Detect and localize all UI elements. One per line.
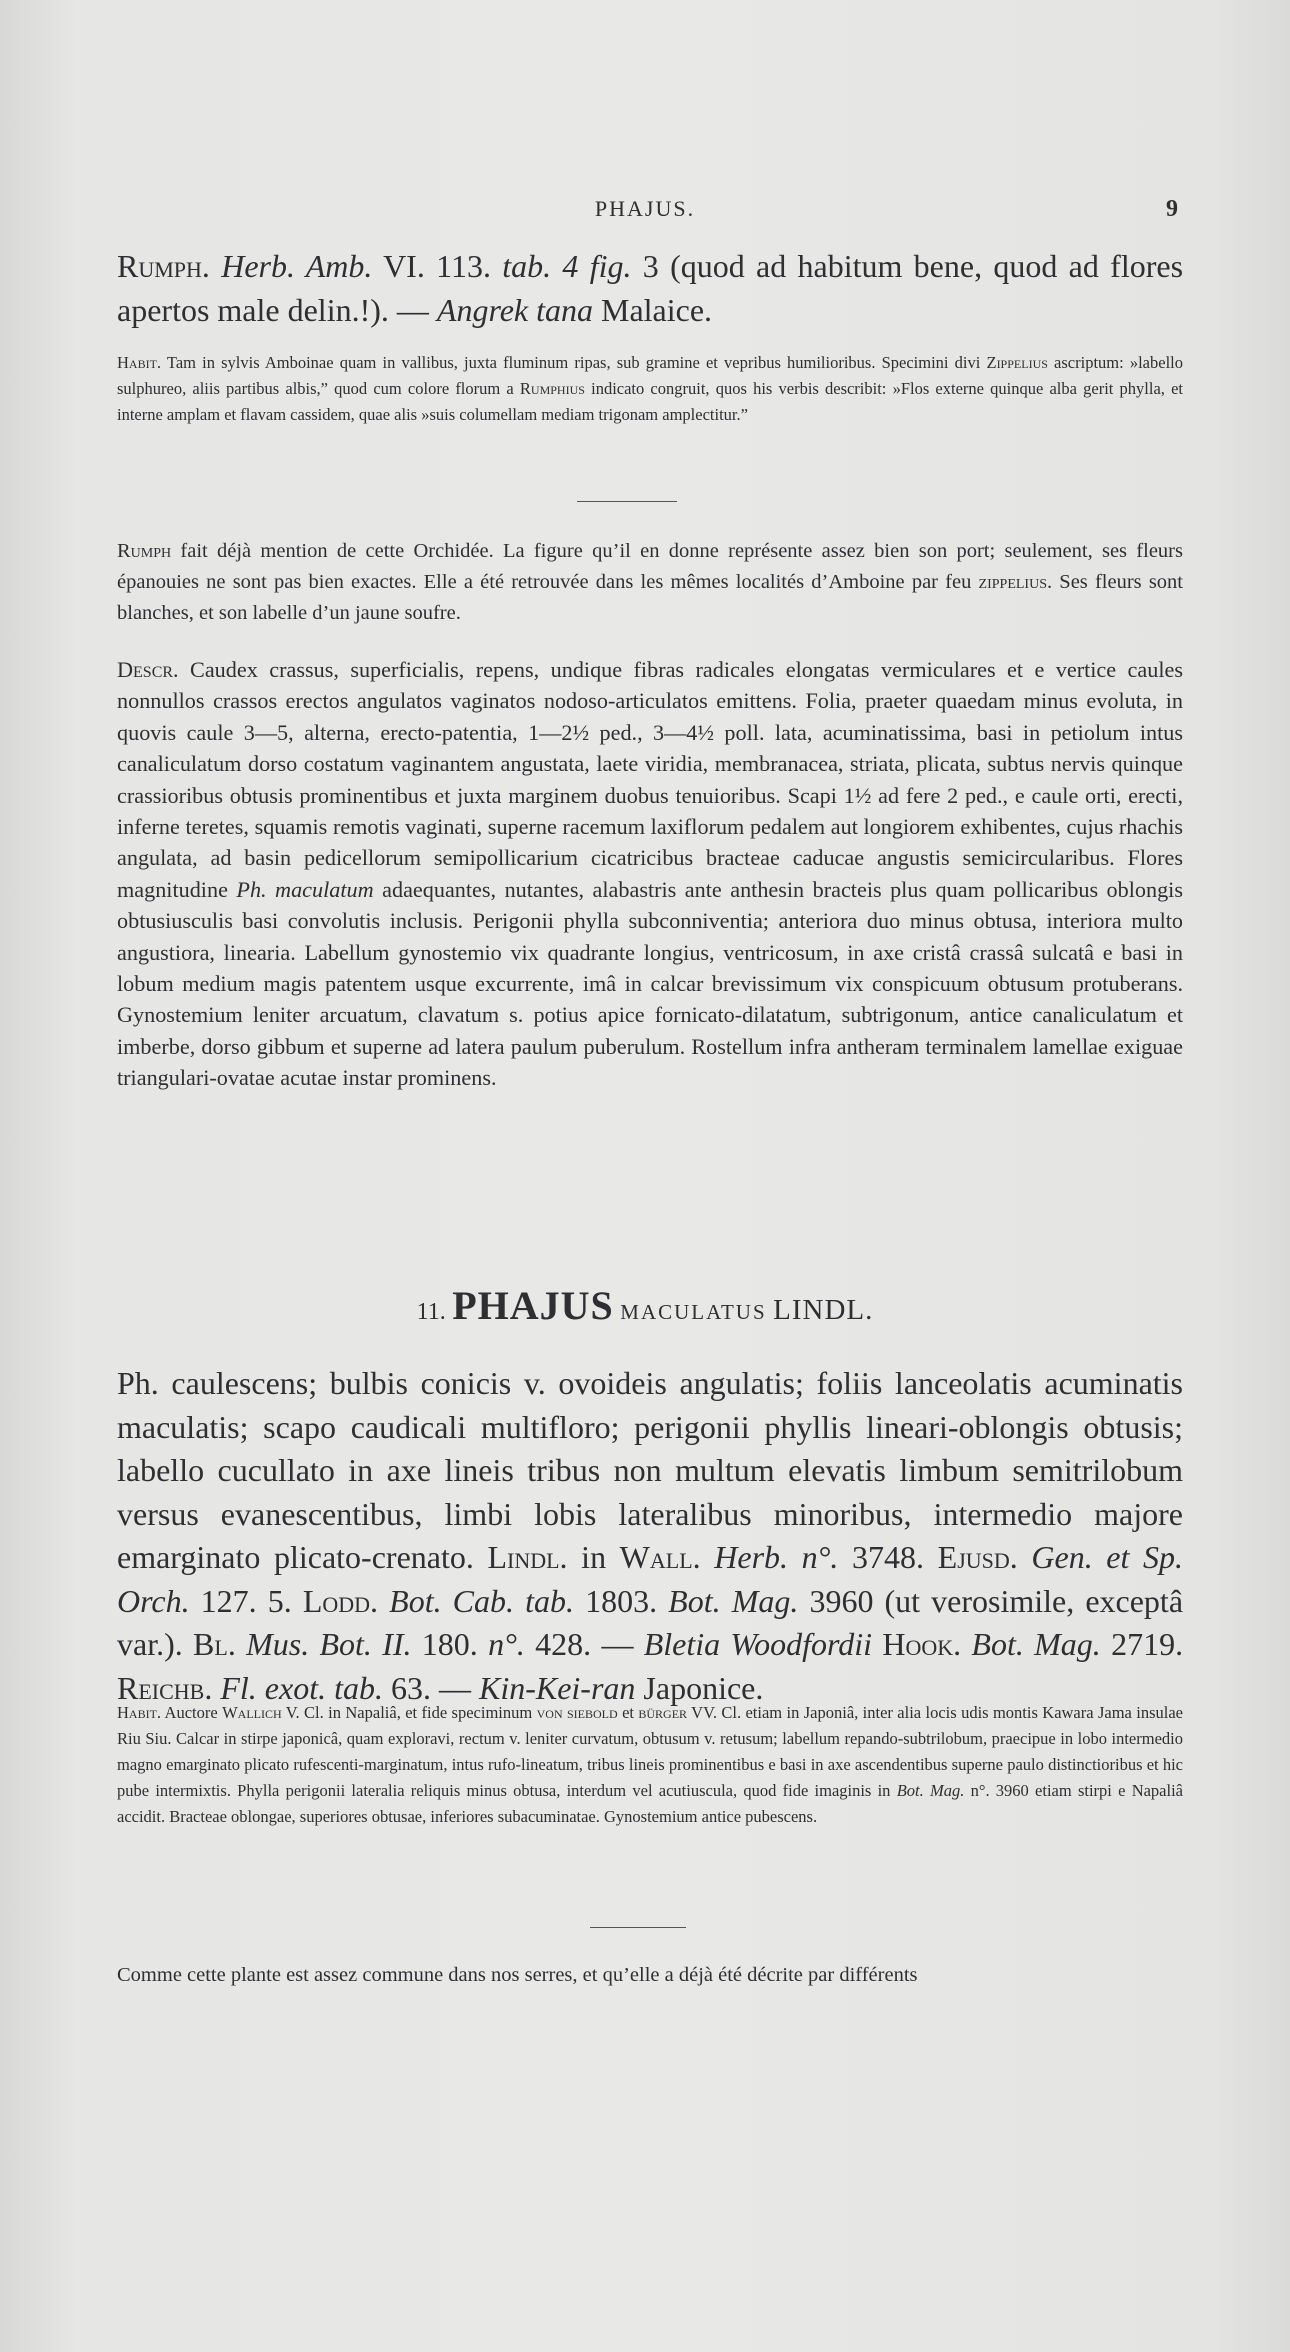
habitat-note: Habit. Tam in sylvis Amboinae quam in vallibus, juxta fluminum ripas, sub gramine et vepribus humilioribus. Specimini divi Zippelius ascriptum: »labello sulphureo, aliis partibus albis,” quod cum colore florum a Rumphius indicato congruit, quos his verbis describit: »Flos externe quinque alba gerit phylla, et interne amplam et flavam cassidem, quae alis »suis columellam mediam trigonam amplectitur.” <box>117 353 1183 424</box>
work-title: Bot. Mag. <box>896 1781 965 1800</box>
collector-name: Wallich <box>222 1703 282 1722</box>
species-reference: Ph. maculatum <box>236 876 374 902</box>
species-number: 11. <box>416 1299 446 1325</box>
diagnosis-paragraph: Ph. caulescens; bulbis conicis v. ovoideis angulatis; foliis lanceolatis acuminatis maculatis; scapo caudicali multifloro; perigonii phyllis lineari-oblongis obtusis; labello cucullato in axe lineis tribus non multum elevatis limbum semitrilobum versus evanescentibus, limbi lobis lateralibus minoribus, intermedio majore emarginato plicato-crenato. Lindl. in Wall. Herb. n°. 3748. Ejusd. Gen. et Sp. Orch. 127. 5. Lodd. Bot. Cab. tab. 1803. Bot. Mag. 3960 (ut verosimile, exceptâ var.). Bl. Mus. Bot. II. 180. n°. 428. — Bletia Woodfordii Hook. Bot. Mag. 2719. Reichb. Fl. exot. tab. 63. — Kin-Kei-ran Japonice. <box>117 1365 1184 1706</box>
collector-name: Zippelius <box>986 353 1048 372</box>
french-commentary: Rumph fait déjà mention de cette Orchidée. La figure qu’il en donne représente assez bien son port; seulement, ses fleurs épanouies ne sont pas bien exactes. Elle a été retrouvée dans les mêmes localités d’Amboine par feu zippelius. Ses fleurs sont blanches, et son labelle d’un jaune soufre. <box>117 540 1184 624</box>
french-commentary: Comme cette plante est assez commune dans nos serres, et qu’elle a déjà été décrite par différents <box>117 1964 918 1986</box>
author-name: zippelius <box>978 571 1047 593</box>
collector-name: bürger <box>638 1703 688 1722</box>
habitat-note: Habit. Auctore Wallich V. Cl. in Napaliâ, et fide speciminum von siebold et bürger VV. Cl. etiam in Japoniâ, inter alia locis udis montis Kawara Jama insulae Riu Siu. Calcar in stirpe japonicâ, quam exploravi, rectum v. leniter curvatum, obtusum v. retusum; labellum repando-subtrilobum, praecipue in lobo intermedio magno emarginato plicato rufescenti-marginatum, intus rufo-lineatum, tribus lineis prominentibus e basi in axe ascendentibus superne paulo distinctioribus et hic pube intermixtis. Phylla perigonii lateralia reliquis minus obtusa, interdum vel acutiuscula, quod fide imaginis in Bot. Mag. n°. 3960 etiam stirpi e Napaliâ accidit. Bracteae oblongae, superiores obtusae, inferiores subacuminatae. Gynostemium antice pubescens. <box>117 1703 1184 1826</box>
page-number: 9 <box>1166 196 1178 222</box>
habitat-label: Habit. <box>117 353 162 372</box>
genus-name: PHAJUS <box>452 1283 614 1328</box>
description-label: Descr. <box>117 657 179 682</box>
section-divider <box>577 501 677 502</box>
author-name: Rumph <box>117 540 172 562</box>
synonym-name: Bletia Woodfordii <box>643 1626 873 1662</box>
species-authority: LINDL. <box>773 1294 874 1326</box>
plate-ref: tab. 4 fig. <box>502 248 632 284</box>
vernacular-name: Angrek tana <box>436 292 593 328</box>
species-epithet: MACULATUS <box>620 1300 767 1324</box>
author-abbr: Rumph. <box>117 248 210 284</box>
species-heading <box>0 1282 1290 1329</box>
habitat-label: Habit. <box>117 1703 162 1722</box>
vernacular-name: Kin-Kei-ran <box>478 1669 636 1706</box>
collector-name: von siebold <box>536 1703 618 1722</box>
collector-name: Rumphius <box>519 379 585 398</box>
running-header: PHAJUS. <box>594 196 696 221</box>
description-paragraph: Descr. Caudex crassus, superficialis, repens, undique fibras radicales elongatas vermiculares et e vertice caules nonnullos crassos erectos angulatos vaginatos nodoso-articulatos emittens. Folia, praeter quaedam minus evoluta, in quovis caule 3—5, alterna, erecto-patentia, 1—2½ ped., 3—4½ poll. lata, acuminatissima, basi in petiolum intus canaliculatum dorso costatum vaginantem angustata, laete viridia, membranacea, striata, plicata, subtus nervis quinque crassioribus obtusis prominentibus et juxta marginem duobus tenuioribus. Scapi 1½ ad fere 2 ped., e caule orti, erecti, inferne teretes, squamis remotis vaginati, superne racemum laxiflorum pedalem aut longiorem exhibentes, cujus rhachis angulata, ad basin pedicellorum semipollicarium cicatricibus bracteae caducae angustis semicircularibus. Flores magnitudine Ph. maculatum adaequantes, nutantes, alabastris ante anthesin bracteis plus quam pollicaribus oblongis obtusiusculis basi convolutis inclusis. Perigonii phylla subconniventia; anteriora duo minus obtusa, interiora multo angustiora, linearia. Labellum gynostemio vix quadrante longius, ventricosum, in axe cristâ crassâ sulcatâ e basi in lobum medium magis patentem usque excurrente, imâ in calcar brevissimum vix conspicuum obtusum protuberans. Gynostemium leniter arcuatum, clavatum s. potius apice fornicato-dilatatum, subtrigonum, antice canaliculatum et imberbe, dorso gibbum et superne ad latera paulum puberulum. Rostellum infra antheram terminalem lamellae exiguae triangulari-ovatae acutae instar prominens. <box>117 657 1183 1091</box>
reference-paragraph: Rumph. Herb. Amb. VI. 113. tab. 4 fig. 3 (quod ad habitum bene, quod ad flores apertos male delin.!). — Angrek tana Malaice. <box>117 248 1184 328</box>
section-divider <box>590 1927 686 1928</box>
work-title: Herb. Amb. <box>221 248 373 284</box>
